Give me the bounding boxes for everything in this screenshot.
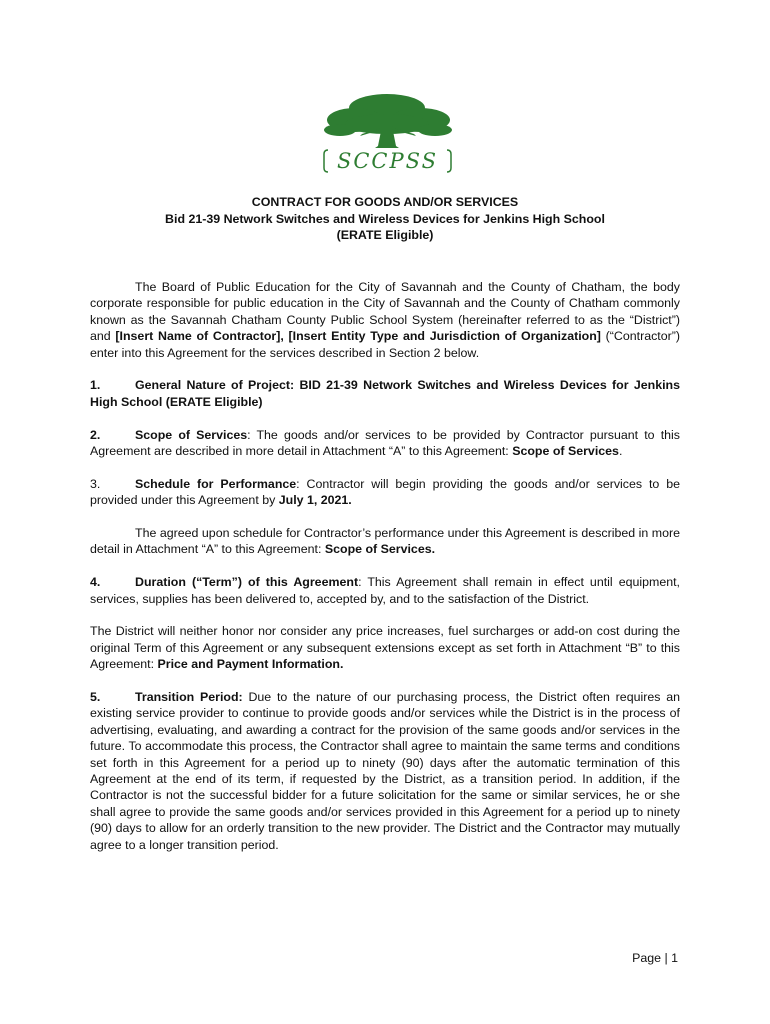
section-1: 1. General Nature of Project: BID 21-39 Network Switches and Wireless Devices for Jenkins High School (ERATE Eligible) xyxy=(90,378,681,409)
section-3-schedule: The agreed upon schedule for Contractor’s performance under this Agreement is described in more detail in Attachment “A” to this Agreement: Scope of Services. xyxy=(90,526,680,557)
section-2: 2. Scope of Services: The goods and/or services to be provided by Contractor pursuant to this Agreement are described in more detail in Attachment “A” to this Agreement: Scope of Services. xyxy=(90,427,680,459)
bid-title: Bid 21-39 Network Switches and Wireless Devices for Jenkins High School xyxy=(165,211,605,226)
contractor-placeholder: [Insert Name of Contractor], [Insert Entity Type and Jurisdiction of Organization] xyxy=(115,329,601,344)
erate-note: (ERATE Eligible) xyxy=(336,228,434,242)
section-4: 4. Duration (“Term”) of this Agreement: This Agreement shall remain in effect until equipment, services, supplies has been delivered to, accepted by, and to the satisfaction of the District. xyxy=(90,575,680,606)
contract-title: CONTRACT FOR GOODS AND/OR SERVICES xyxy=(251,195,519,209)
logo-text: SCCPSS xyxy=(336,149,439,173)
section-5: 5. Transition Period: Due to the nature of our purchasing process, the District often requires an existing service provider to continue to provide goods and/or services while the District is in the process of advertising, evaluating, and awarding a contract for the provision of the same goods and/or services in the future. To accommodate this process, the Contractor shall agree to maintain the same terms and conditions set forth in this Agreement for a period up to ninety (90) days after the automatic termination of this Agreement at the end of its term, if requested by the District, as a transition period. In addition, if the Contractor is not the successful bidder for a future solicitation for the same or similar services, he or she shall agree to provide the same goods and/or services provided in this Agreement for a period up to ninety (90) days to allow for an orderly transition to the new provider. The District and the Contractor may mutually agree to a longer transition period. xyxy=(90,690,680,852)
section-4-pricing: The District will neither honor nor consider any price increases, fuel surcharges or add-on cost during the original Term of this Agreement or any subsequent extensions except as set forth in Attachment “B” to this Agreement: Price and Payment Information. xyxy=(90,624,680,672)
oak-tree-logo-icon xyxy=(320,90,455,175)
section-3: 3. Schedule for Performance: Contractor will begin providing the goods and/or services to be provided under this Agreement by July 1, 2021. xyxy=(90,476,680,508)
page-number: Page | 1 xyxy=(632,951,678,965)
contract-body xyxy=(90,279,680,870)
sccpss-logo xyxy=(320,90,455,175)
contract-title-block xyxy=(90,194,680,244)
intro-paragraph: The Board of Public Education for the City of Savannah and the County of Chatham, the body corporate responsible for public education in the City of Savannah and the County of Chatham commonly known as the Savannah Chatham County Public School System (hereinafter referred to as the “District”) and [Insert Name of Contractor], [Insert Entity Type and Jurisdiction of Organization] (“Contractor”) enter into this Agreement for the services described in Section 2 below. xyxy=(90,280,680,360)
